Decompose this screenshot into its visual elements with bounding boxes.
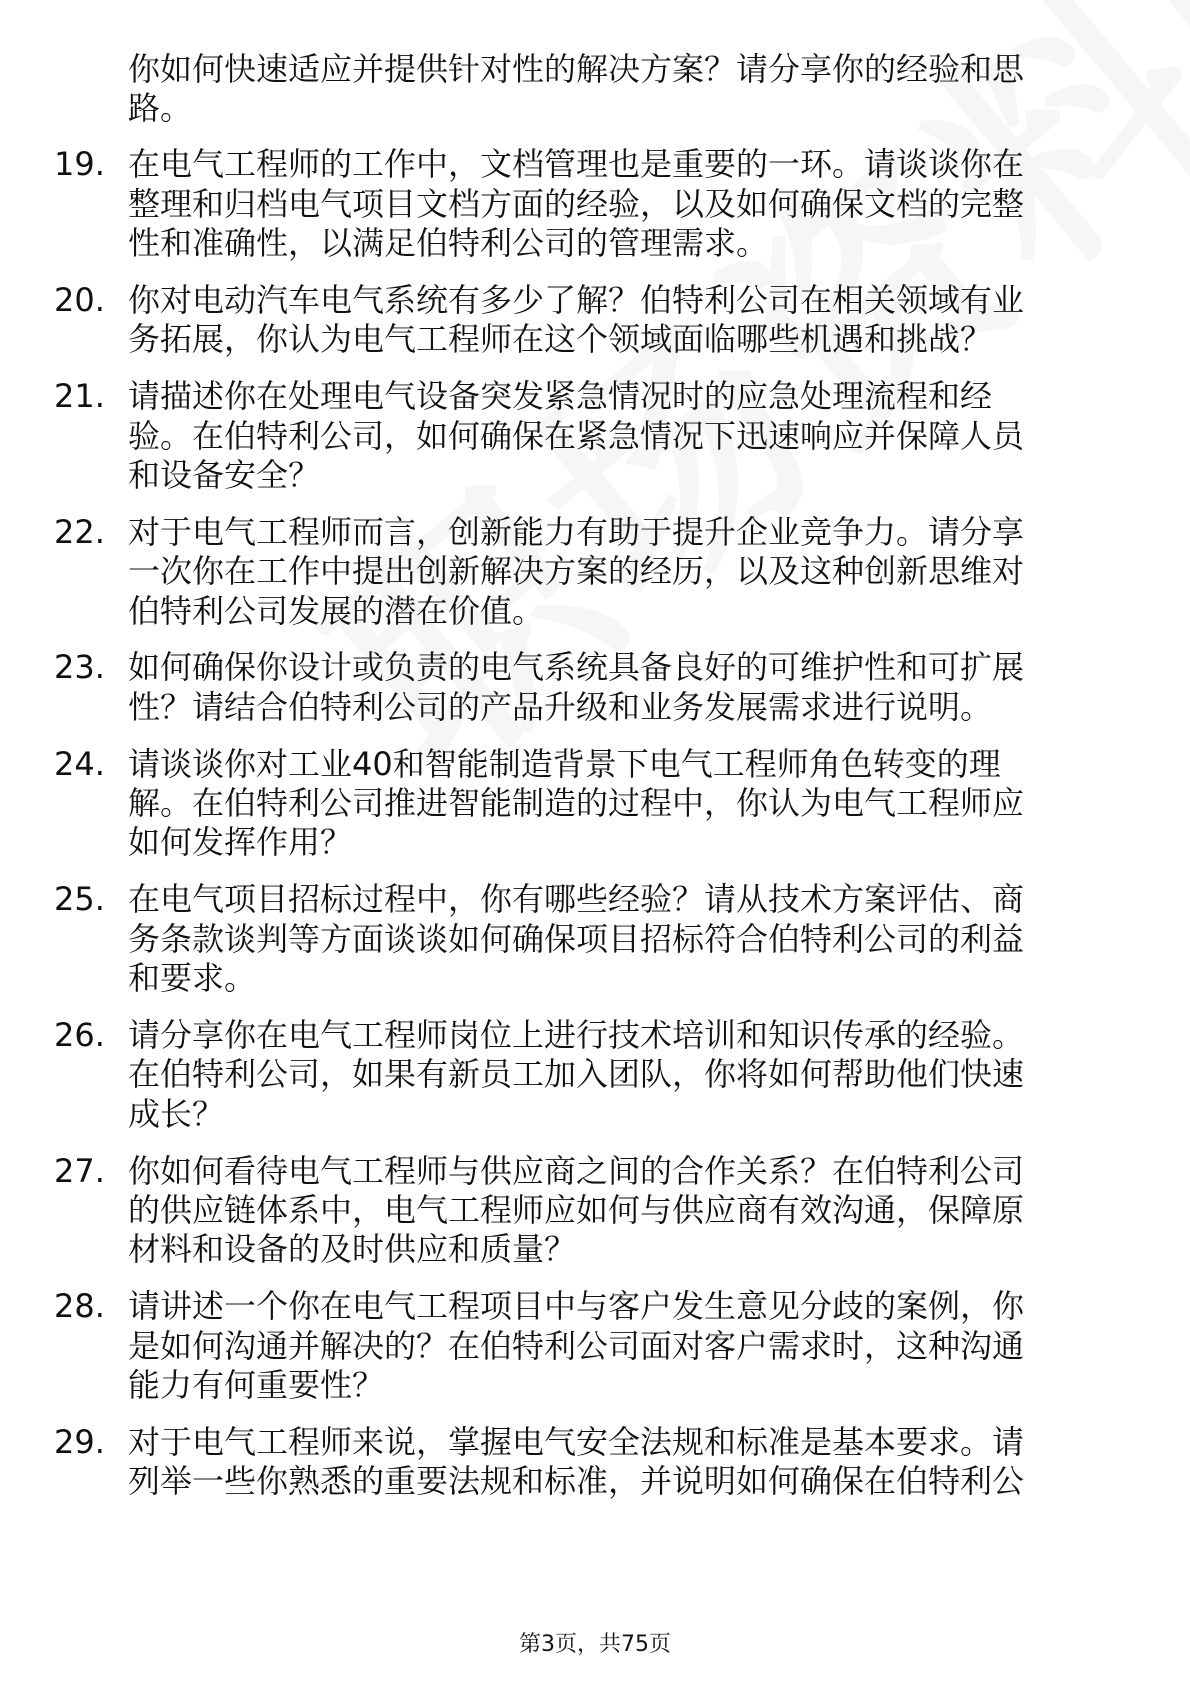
- list-item-line: 一次你在工作中提出创新解决方案的经历，以及这种创新思维对: [128, 552, 1025, 590]
- list-item-line: 是如何沟通并解决的？在伯特利公司面对客户需求时，这种沟通: [128, 1327, 1025, 1365]
- list-item-line: 对于电气工程师来说，掌握电气安全法规和标准是基本要求。请: [128, 1423, 1025, 1461]
- continuation-line: 路。: [128, 89, 193, 127]
- list-item-line: 请分享你在电气工程师岗位上进行技术培训和知识传承的经验。: [128, 1016, 1025, 1054]
- list-item-line: 对于电气工程师而言，创新能力有助于提升企业竞争力。请分享: [128, 513, 1025, 551]
- continuation-line: 你如何快速适应并提供针对性的解决方案？请分享你的经验和思: [128, 50, 1025, 88]
- list-item-line: 材料和设备的及时供应和质量？: [128, 1230, 577, 1268]
- item-number: 21.: [54, 377, 105, 415]
- list-item-line: 性？请结合伯特利公司的产品升级和业务发展需求进行说明。: [128, 688, 993, 726]
- list-item-line: 务条款谈判等方面谈谈如何确保项目招标符合伯特利公司的利益: [128, 920, 1025, 958]
- list-item-line: 如何确保你设计或负责的电气系统具备良好的可维护性和可扩展: [128, 648, 1025, 686]
- list-item-line: 的供应链体系中，电气工程师应如何与供应商有效沟通，保障原: [128, 1191, 1025, 1229]
- list-item-line: 请描述你在处理电气设备突发紧急情况时的应急处理流程和经: [128, 377, 993, 415]
- item-number: 26.: [54, 1016, 105, 1054]
- list-item-line: 和设备安全？: [128, 456, 321, 494]
- list-item-line: 性和准确性，以满足伯特利公司的管理需求。: [128, 224, 769, 262]
- page-number: 第3页，共75页: [519, 1632, 671, 1657]
- item-number: 28.: [54, 1287, 105, 1325]
- list-item-line: 你如何看待电气工程师与供应商之间的合作关系？在伯特利公司: [128, 1152, 1025, 1190]
- item-number: 24.: [54, 745, 105, 783]
- item-number: 25.: [54, 880, 105, 918]
- list-item-line: 请讲述一个你在电气工程项目中与客户发生意见分歧的案例，你: [128, 1287, 1025, 1325]
- item-number: 22.: [54, 513, 105, 551]
- list-item-line: 成长？: [128, 1095, 225, 1133]
- item-number: 20.: [54, 281, 105, 319]
- list-item-line: 整理和归档电气项目文档方面的经验，以及如何确保文档的完整: [128, 185, 1025, 223]
- list-item-line: 和要求。: [128, 959, 257, 997]
- list-item-line: 验。在伯特利公司，如何确保在紧急情况下迅速响应并保障人员: [128, 417, 1025, 455]
- item-number: 29.: [54, 1423, 105, 1461]
- item-number: 27.: [54, 1152, 105, 1190]
- list-item-line: 你对电动汽车电气系统有多少了解？伯特利公司在相关领域有业: [128, 281, 1025, 319]
- item-number: 19.: [54, 145, 105, 183]
- list-item-line: 在电气项目招标过程中，你有哪些经验？请从技术方案评估、商: [128, 880, 1025, 918]
- list-item-line: 能力有何重要性？: [128, 1366, 385, 1404]
- list-item-line: 伯特利公司发展的潜在价值。: [128, 592, 545, 630]
- item-number: 23.: [54, 648, 105, 686]
- list-item-line: 列举一些你熟悉的重要法规和标准，并说明如何确保在伯特利公: [128, 1462, 1025, 1500]
- list-item-line: 在伯特利公司，如果有新员工加入团队，你将如何帮助他们快速: [128, 1055, 1025, 1093]
- list-item-line: 请谈谈你对工业40和智能制造背景下电气工程师角色转变的理: [128, 745, 1001, 783]
- list-item-line: 解。在伯特利公司推进智能制造的过程中，你认为电气工程师应: [128, 784, 1025, 822]
- list-item-line: 如何发挥作用？: [128, 823, 353, 861]
- list-item-line: 务拓展，你认为电气工程师在这个领域面临哪些机遇和挑战？: [128, 320, 993, 358]
- list-item-line: 在电气工程师的工作中，文档管理也是重要的一环。请谈谈你在: [128, 145, 1025, 183]
